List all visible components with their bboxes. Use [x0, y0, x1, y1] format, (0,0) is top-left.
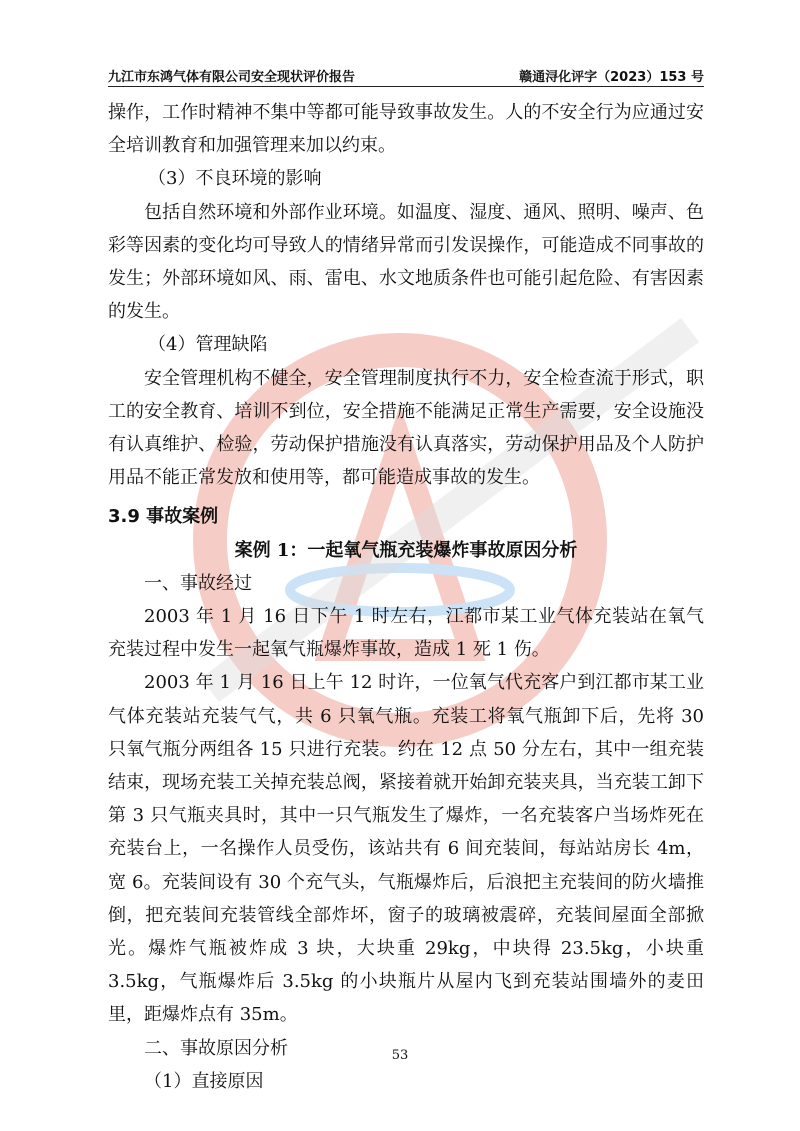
paragraph-incident-summary: 2003 年 1 月 16 日下午 1 时左右，江都市某工业气体充装站在氧气充装过程中发生一起氧气瓶爆炸事故，造成 1 死 1 伤。 — [108, 606, 704, 661]
header-report-number: 赣通浔化评字（2023）153 号 — [519, 70, 704, 85]
header-report-title: 九江市东鸿气体有限公司安全现状评价报告 — [108, 70, 356, 85]
heading-incident-process: 一、事故经过 — [144, 572, 252, 594]
subheading-environment: （3）不良环境的影响 — [148, 168, 322, 190]
heading-direct-cause: （1）直接原因 — [144, 1070, 264, 1092]
heading-cause-analysis: 二、事故原因分析 — [144, 1037, 288, 1059]
paragraph-management: 安全管理机构不健全，安全管理制度执行不力，安全检查流于形式，职工的安全教育、培训不到位，安全措施不能满足正常生产需要，安全设施没有认真维护、检验，劳动保护措施没有认真落实，劳动保护用品及个人防护用品不能正常发放和使用等，都可能造成事故的发生。 — [108, 367, 704, 489]
section-heading: 3.9 事故案例 — [108, 506, 219, 528]
case-title: 案例 1：一起氧气瓶充装爆炸事故原因分析 — [234, 539, 578, 561]
document-body — [108, 96, 704, 1098]
paragraph-environment: 包括自然环境和外部作业环境。如温度、湿度、通风、照明、噪声、色彩等因素的变化均可导致人的情绪异常而引发误操作，可能造成不同事故的发生；外部环境如风、雨、雷电、水文地质条件也可能引起危险、有害因素的发生。 — [108, 201, 704, 323]
page-header — [108, 64, 704, 87]
paragraph-incident-detail: 2003 年 1 月 16 日上午 12 时许，一位氧气代充客户到江都市某工业气体充装站充装气气，共 6 只氧气瓶。充装工将氧气瓶卸下后，先将 30 只氧气瓶分两组各 15 只进行充装。约在 12 点 50 分左右，其中一组充装结束，现场充装工关掉充装总阀，紧接着就开始卸充装夹具，当充装工卸下第 3 只气瓶夹具时，其中一只气瓶发生了爆炸，一名充装客户当场炸死在充装台上，一名操作人员受伤，该站共有 6 间充装间，每站站房长 4m，宽 6。充装间设有 30 个充气头，气瓶爆炸后，后浪把主充装间的防火墙推倒，把充装间充装管线全部炸坏，窗子的玻璃被震碎，充装间屋面全部掀光。爆炸气瓶被炸成 3 块，大块重 29kg，中块得 23.5kg，小块重 3.5kg，气瓶爆炸后 3.5kg 的小块瓶片从屋内飞到充装站围墙外的麦田里，距爆炸点有 35m。 — [108, 672, 704, 1026]
page-number: 53 — [391, 1048, 409, 1063]
subheading-management: （4）管理缺陷 — [148, 334, 268, 356]
paragraph-continuation: 操作，工作时精神不集中等都可能导致事故发生。人的不安全行为应通过安全培训教育和加强管理来加以约束。 — [108, 102, 704, 157]
